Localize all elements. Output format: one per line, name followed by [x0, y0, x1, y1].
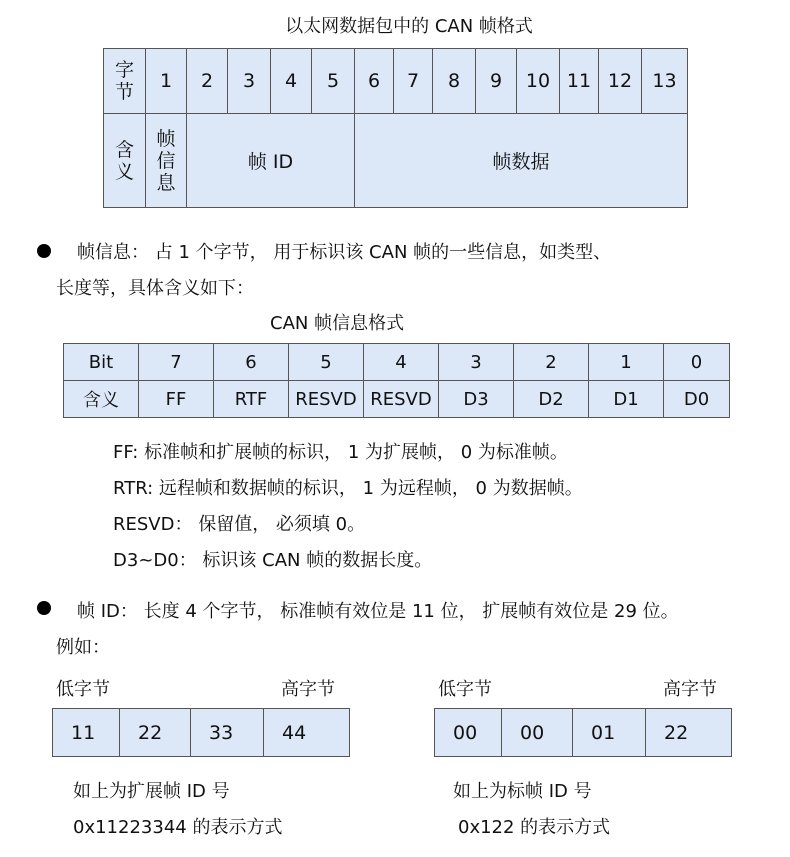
byte-cell: 10 — [517, 49, 560, 114]
bit-meaning-cell: D0 — [664, 381, 730, 418]
standard-id-bytes — [434, 708, 732, 757]
bit-header-cell: 4 — [364, 344, 439, 381]
bit-header-cell: 1 — [589, 344, 664, 381]
id-byte-cell: 33 — [191, 709, 264, 757]
high-byte-label: 高字节 — [281, 679, 335, 700]
bit-meaning-cell: D2 — [514, 381, 589, 418]
standard-id-caption: 如上为标帧 ID 号 — [453, 781, 592, 802]
row-label-byte — [104, 49, 146, 114]
row-label-meaning — [104, 114, 146, 208]
byte-cell: 8 — [433, 49, 476, 114]
note-ff: FF: 标准帧和扩展帧的标识， 1 为扩展帧， 0 为标准帧。 — [113, 442, 568, 463]
frame-info-char: 息 — [156, 171, 176, 194]
id-byte-cell: 44 — [264, 709, 350, 757]
row-label-char: 字 — [114, 59, 134, 81]
frame-info-char: 帧 — [156, 127, 176, 150]
extended-id-caption-value: 0x11223344 的表示方式 — [73, 817, 283, 838]
id-byte-cell: 00 — [502, 709, 573, 757]
byte-cell: 7 — [394, 49, 433, 114]
byte-cell: 1 — [146, 49, 187, 114]
frame-info-desc: 帧信息： 占 1 个字节， 用于标识该 CAN 帧的一些信息，如类型、 — [77, 242, 612, 263]
can-frame-table — [103, 48, 688, 208]
frame-id-desc: 帧 ID： 长度 4 个字节， 标准帧有效位是 11 位， 扩展帧有效位是 29 位。 — [77, 601, 679, 622]
byte-cell: 11 — [560, 49, 599, 114]
bit-header-cell: 2 — [514, 344, 589, 381]
byte-cell: 6 — [355, 49, 394, 114]
row-label-char: 含 — [114, 138, 134, 161]
example-label: 例如： — [56, 637, 110, 658]
frame-info-format-title: CAN 帧信息格式 — [270, 313, 405, 334]
frame-info-cell — [146, 114, 187, 208]
bit-header-cell: 6 — [214, 344, 289, 381]
bit-header-cell: 3 — [439, 344, 514, 381]
bit-header-cell: 0 — [664, 344, 730, 381]
bit-meaning-cell: D3 — [439, 381, 514, 418]
extended-id-bytes — [52, 708, 350, 757]
id-byte-cell: 00 — [435, 709, 502, 757]
row-label-char: 节 — [114, 81, 134, 103]
low-byte-label: 低字节 — [56, 679, 110, 700]
frame-id-cell: 帧 ID — [187, 114, 355, 208]
byte-cell: 3 — [228, 49, 271, 114]
byte-cell: 12 — [599, 49, 642, 114]
bit-meaning-cell: D1 — [589, 381, 664, 418]
note-resvd: RESVD： 保留值， 必须填 0。 — [113, 514, 366, 535]
standard-id-caption-value: 0x122 的表示方式 — [458, 817, 611, 838]
row-label-char: 义 — [114, 160, 134, 183]
bit-meaning-cell: RESVD — [364, 381, 439, 418]
bit-header-cell: 7 — [139, 344, 214, 381]
frame-data-cell: 帧数据 — [355, 114, 688, 208]
note-dlc: D3~D0： 标识该 CAN 帧的数据长度。 — [113, 550, 433, 571]
bullet-icon — [37, 601, 51, 615]
high-byte-label: 高字节 — [663, 679, 717, 700]
id-byte-cell: 01 — [573, 709, 646, 757]
bit-header-cell: Bit — [64, 344, 139, 381]
byte-cell: 9 — [476, 49, 517, 114]
bit-header-cell: 5 — [289, 344, 364, 381]
id-byte-cell: 22 — [646, 709, 732, 757]
id-byte-cell: 22 — [120, 709, 191, 757]
bit-meaning-cell: RTF — [214, 381, 289, 418]
frame-info-bit-table — [63, 343, 730, 418]
frame-info-desc-cont: 长度等，具体含义如下： — [56, 278, 254, 299]
frame-info-char: 信 — [156, 149, 176, 172]
bit-meaning-cell: RESVD — [289, 381, 364, 418]
bit-meaning-cell: 含义 — [64, 381, 139, 418]
frame-format-title: 以太网数据包中的 CAN 帧格式 — [285, 16, 533, 37]
byte-cell: 5 — [312, 49, 355, 114]
id-byte-cell: 11 — [53, 709, 120, 757]
bullet-icon — [37, 244, 51, 258]
byte-cell: 2 — [187, 49, 228, 114]
extended-id-caption: 如上为扩展帧 ID 号 — [73, 781, 230, 802]
note-rtr: RTR: 远程帧和数据帧的标识， 1 为远程帧， 0 为数据帧。 — [113, 478, 583, 499]
bit-meaning-cell: FF — [139, 381, 214, 418]
low-byte-label: 低字节 — [438, 679, 492, 700]
byte-cell: 13 — [642, 49, 688, 114]
byte-cell: 4 — [271, 49, 312, 114]
